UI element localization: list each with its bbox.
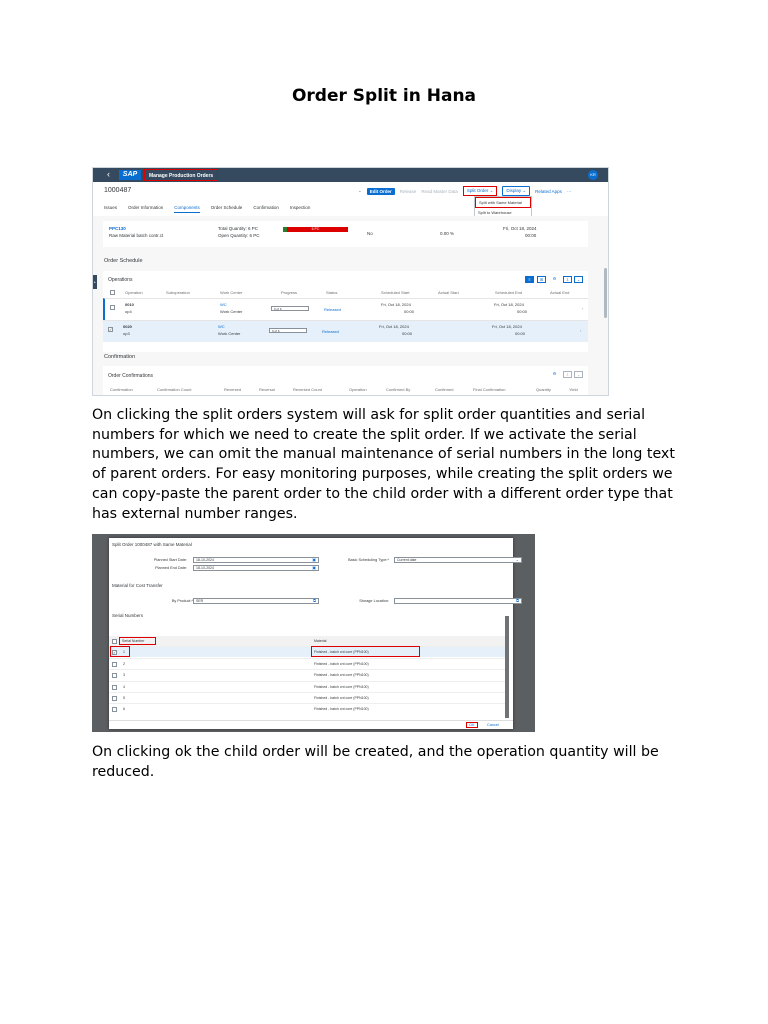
row-checkbox[interactable]: [112, 707, 117, 712]
side-panel-toggle[interactable]: ▸: [93, 275, 97, 289]
col-quantity: Quantity: [536, 387, 551, 392]
dialog-scrollbar[interactable]: [505, 616, 509, 718]
order-number: 1000487: [104, 187, 132, 194]
work-center-text: Work Center: [220, 309, 243, 314]
edit-order-button[interactable]: Edit Order: [367, 188, 395, 195]
component-time: 00:00: [525, 233, 537, 238]
network-view-icon[interactable]: ⊞: [537, 276, 546, 283]
settings-icon[interactable]: ⚙: [552, 371, 557, 376]
work-center-text: Work Center: [218, 331, 241, 336]
material: Finished - batch cnt core (PPN100): [314, 685, 369, 689]
app-title[interactable]: Manage Production Orders: [144, 169, 218, 181]
order-confirmations-title: Order Confirmations: [108, 373, 154, 379]
serial-numbers-header: [109, 636, 506, 646]
serial-number: 4: [123, 685, 125, 689]
open-quantity: Open Quantity: 6 PC: [218, 233, 260, 238]
scheduled-start: Fri, Oct 18, 2024: [379, 324, 409, 329]
component-material[interactable]: PPC130: [109, 226, 126, 231]
component-flag: No: [367, 231, 373, 236]
export-icon[interactable]: ⇩: [563, 276, 572, 283]
tab-components[interactable]: Components: [174, 205, 200, 213]
col-confirmed-by: Confirmed By: [386, 387, 411, 392]
order-confirmations-table: [103, 366, 588, 396]
material: Finished - batch cnt core (PPN100): [314, 707, 369, 711]
menu-item-split-to-warehouse[interactable]: Split to Warehouse: [475, 208, 531, 218]
tab-order-information[interactable]: Order Information: [128, 205, 164, 210]
serial-number: 3: [123, 673, 125, 677]
table-row[interactable]: [109, 658, 506, 669]
col-confirmed: Confirmed: [435, 387, 454, 392]
confirmations-header: [103, 385, 588, 394]
work-center[interactable]: WC: [220, 302, 227, 307]
operations-table: [103, 271, 588, 352]
col-reversal: Reversal: [259, 387, 275, 392]
ok-button[interactable]: OK: [466, 722, 478, 728]
material: Finished - batch cnt core (PPN100): [314, 662, 369, 666]
material: Finished - batch cnt core (PPN100): [314, 650, 369, 654]
operation-text: op4: [125, 309, 132, 314]
more-icon[interactable]: ···: [566, 188, 572, 194]
col-status: Status: [326, 290, 338, 295]
back-icon[interactable]: ‹: [107, 169, 110, 179]
planned-start-input[interactable]: [193, 557, 319, 563]
tab-issues[interactable]: Issues: [104, 205, 118, 210]
component-percent: 0.00 %: [440, 231, 455, 236]
object-tabs: [104, 205, 310, 213]
progress-indicator: 0 of 6: [269, 328, 307, 333]
operations-title: Operations: [108, 277, 133, 283]
component-date: Fri, Oct 18, 2024: [503, 226, 537, 231]
highlight-serial-number-header: [119, 637, 156, 645]
row-checkbox[interactable]: [112, 696, 117, 701]
progress-indicator: 0 of 6: [271, 306, 309, 311]
tab-inspection[interactable]: Inspection: [289, 205, 311, 210]
col-operation: Operation: [125, 290, 143, 295]
planned-end-value: 18-10-2024: [196, 566, 214, 570]
highlight-material: [311, 646, 420, 657]
status-badge[interactable]: Released: [324, 307, 341, 312]
chevron-down-icon[interactable]: ⌄: [515, 557, 519, 562]
basic-scheduling-label: Basic Scheduling Type:*: [348, 558, 389, 562]
split-order-button[interactable]: Split Order ⌄: [463, 186, 498, 196]
paragraph-split-orders: On clicking the split orders system will ask for split order quantities and serial numbers for which we need to create the split order. If we activate the serial numbers, we can omit the manual maintenance of serial numbers in the long text of parent orders. For easy monitoring purposes, while creating the split orders we can copy-paste the parent order to the child order with a different order type that has external number ranges.: [92, 407, 675, 522]
operation-number: 0010: [125, 302, 134, 307]
total-quantity: Total Quantity: 6 PC: [218, 226, 259, 231]
calendar-icon[interactable]: ▣: [312, 557, 316, 562]
export-icon[interactable]: ⇩: [563, 371, 572, 378]
table-row[interactable]: [109, 669, 506, 680]
serial-number: 2: [123, 662, 125, 666]
row-checkbox[interactable]: [112, 685, 117, 690]
table-row[interactable]: [109, 681, 506, 692]
col-final-confirmation: Final Confirmation: [473, 387, 506, 392]
page-content: [93, 216, 609, 396]
row-checkbox[interactable]: [112, 662, 117, 667]
by-product-value: SER: [196, 599, 204, 603]
export-menu-icon[interactable]: ⌄: [574, 276, 583, 283]
col-serial-number: Serial Number: [122, 639, 145, 643]
scheduled-start-time: 00:00: [404, 309, 415, 314]
col-operation: Operation: [349, 387, 367, 392]
by-product-label: By Product:*: [171, 599, 193, 603]
export-menu-icon[interactable]: ⌄: [574, 371, 583, 378]
row-navigation-icon[interactable]: ›: [580, 328, 582, 333]
scheduled-start-time: 00:00: [402, 331, 413, 336]
serial-number: 6: [123, 707, 125, 711]
operations-header: [103, 288, 588, 297]
operation-text: op3: [123, 331, 130, 336]
planned-end-label: Planned End Date:: [155, 566, 187, 570]
menu-item-split-same-material[interactable]: Split with Same Material: [475, 197, 531, 208]
document-title: Order Split in Hana: [291, 86, 477, 106]
component-description: Raw Material batch contr.ct: [109, 233, 164, 238]
col-scheduled-end: Scheduled End: [495, 290, 523, 295]
progress-fill: [283, 227, 287, 232]
col-work-center: Work Center: [220, 290, 243, 295]
sap-logo[interactable]: SAP: [119, 170, 141, 180]
row-checkbox[interactable]: ✓: [113, 650, 117, 655]
material-cost-transfer-title: Material for Cost Transfer: [112, 583, 163, 588]
chevron-down-icon[interactable]: ⌄: [358, 188, 362, 193]
serial-numbers-title: Serial Numbers: [112, 613, 144, 618]
scheduled-start: Fri, Oct 18, 2024: [381, 302, 411, 307]
basic-scheduling-select[interactable]: [394, 557, 522, 563]
row-navigation-icon[interactable]: ›: [582, 306, 584, 311]
col-confirmation: Confirmation: [110, 387, 133, 392]
settings-icon[interactable]: ⚙: [552, 276, 557, 281]
col-reversed-count: Reversed Count: [293, 387, 322, 392]
dialog-title: Split Order 1000487 with Same Material: [112, 542, 192, 547]
display-button[interactable]: Display ⌄: [502, 186, 530, 196]
serial-numbers-table: [109, 636, 506, 718]
table-row[interactable]: [103, 298, 588, 320]
operation-number: 0020: [123, 324, 132, 329]
paragraph-ok-result: On clicking ok the child order will be created, and the operation quantity will be reduced.: [92, 744, 659, 780]
highlight-selected-checkbox: [110, 646, 130, 657]
status-badge[interactable]: Released: [322, 329, 339, 334]
col-progress: Progress: [281, 290, 298, 295]
material: Finished - batch cnt core (PPN100): [314, 696, 369, 700]
progress-label: 6 PC: [311, 227, 320, 231]
select-all-checkbox[interactable]: [112, 639, 117, 644]
col-suboperation: Suboperation: [166, 290, 190, 295]
scheduled-end-time: 00:00: [517, 309, 528, 314]
table-row[interactable]: [109, 703, 506, 714]
avatar[interactable]: KR: [588, 170, 598, 180]
table-row[interactable]: [109, 646, 506, 657]
calendar-icon[interactable]: ▣: [312, 565, 316, 570]
read-master-data-button[interactable]: Read Master Data: [421, 188, 458, 194]
release-button[interactable]: Release: [399, 188, 417, 194]
material: Finished - batch cnt core (PPN100): [314, 673, 369, 677]
scheduled-end-time: 00:00: [515, 331, 526, 336]
row-checkbox[interactable]: ✓: [109, 327, 113, 332]
scheduled-end: Fri, Oct 18, 2024: [494, 302, 524, 307]
basic-scheduling-value: Current date: [397, 558, 417, 562]
header-actions: [358, 186, 571, 196]
storage-location-input[interactable]: [394, 598, 522, 604]
value-help-icon[interactable]: ⧉: [516, 598, 519, 603]
scheduled-end: Fri, Oct 18, 2024: [492, 324, 522, 329]
component-row[interactable]: [103, 221, 588, 247]
scrollbar[interactable]: [604, 268, 607, 318]
cancel-button[interactable]: Cancel: [487, 723, 499, 727]
screenshot-manage-production-orders: [92, 167, 609, 396]
serial-number: 1: [123, 650, 125, 654]
storage-location-label: Storage Location:: [359, 599, 389, 603]
by-product-input[interactable]: [193, 598, 319, 604]
table-row[interactable]: [109, 692, 506, 703]
related-apps-button[interactable]: Related Apps: [535, 188, 562, 194]
tab-order-schedule[interactable]: Order Schedule: [210, 205, 243, 210]
select-all-checkbox[interactable]: [110, 290, 115, 295]
value-help-icon[interactable]: ⧉: [313, 598, 316, 603]
shell-bar: [93, 168, 609, 182]
planned-start-label: Planned Start Date:: [153, 558, 187, 562]
list-view-icon[interactable]: ≡: [525, 276, 534, 283]
planned-end-input[interactable]: [193, 565, 319, 571]
col-actual-end: Actual End: [550, 290, 570, 295]
component-progress-bar: [283, 227, 348, 232]
serial-number: 5: [123, 696, 125, 700]
table-row[interactable]: [103, 320, 588, 342]
screenshot-split-order-dialog: [92, 534, 535, 732]
section-order-schedule: Order Schedule: [104, 258, 143, 264]
col-confirmation-count: Confirmation Count: [157, 387, 192, 392]
col-actual-start: Actual Start: [438, 290, 459, 295]
dialog-footer: [109, 720, 513, 729]
split-order-dialog: [109, 538, 519, 729]
planned-start-value: 18-10-2024: [196, 558, 214, 562]
col-reversed: Reversed: [224, 387, 242, 392]
section-confirmation: Confirmation: [104, 354, 136, 360]
col-material: Material: [314, 639, 327, 643]
work-center[interactable]: WC: [218, 324, 225, 329]
col-scheduled-start: Scheduled Start: [381, 290, 410, 295]
col-yield: Yield: [569, 387, 578, 392]
row-checkbox[interactable]: [112, 673, 117, 678]
tab-confirmation[interactable]: Confirmation: [253, 205, 279, 210]
row-checkbox[interactable]: [110, 305, 115, 310]
